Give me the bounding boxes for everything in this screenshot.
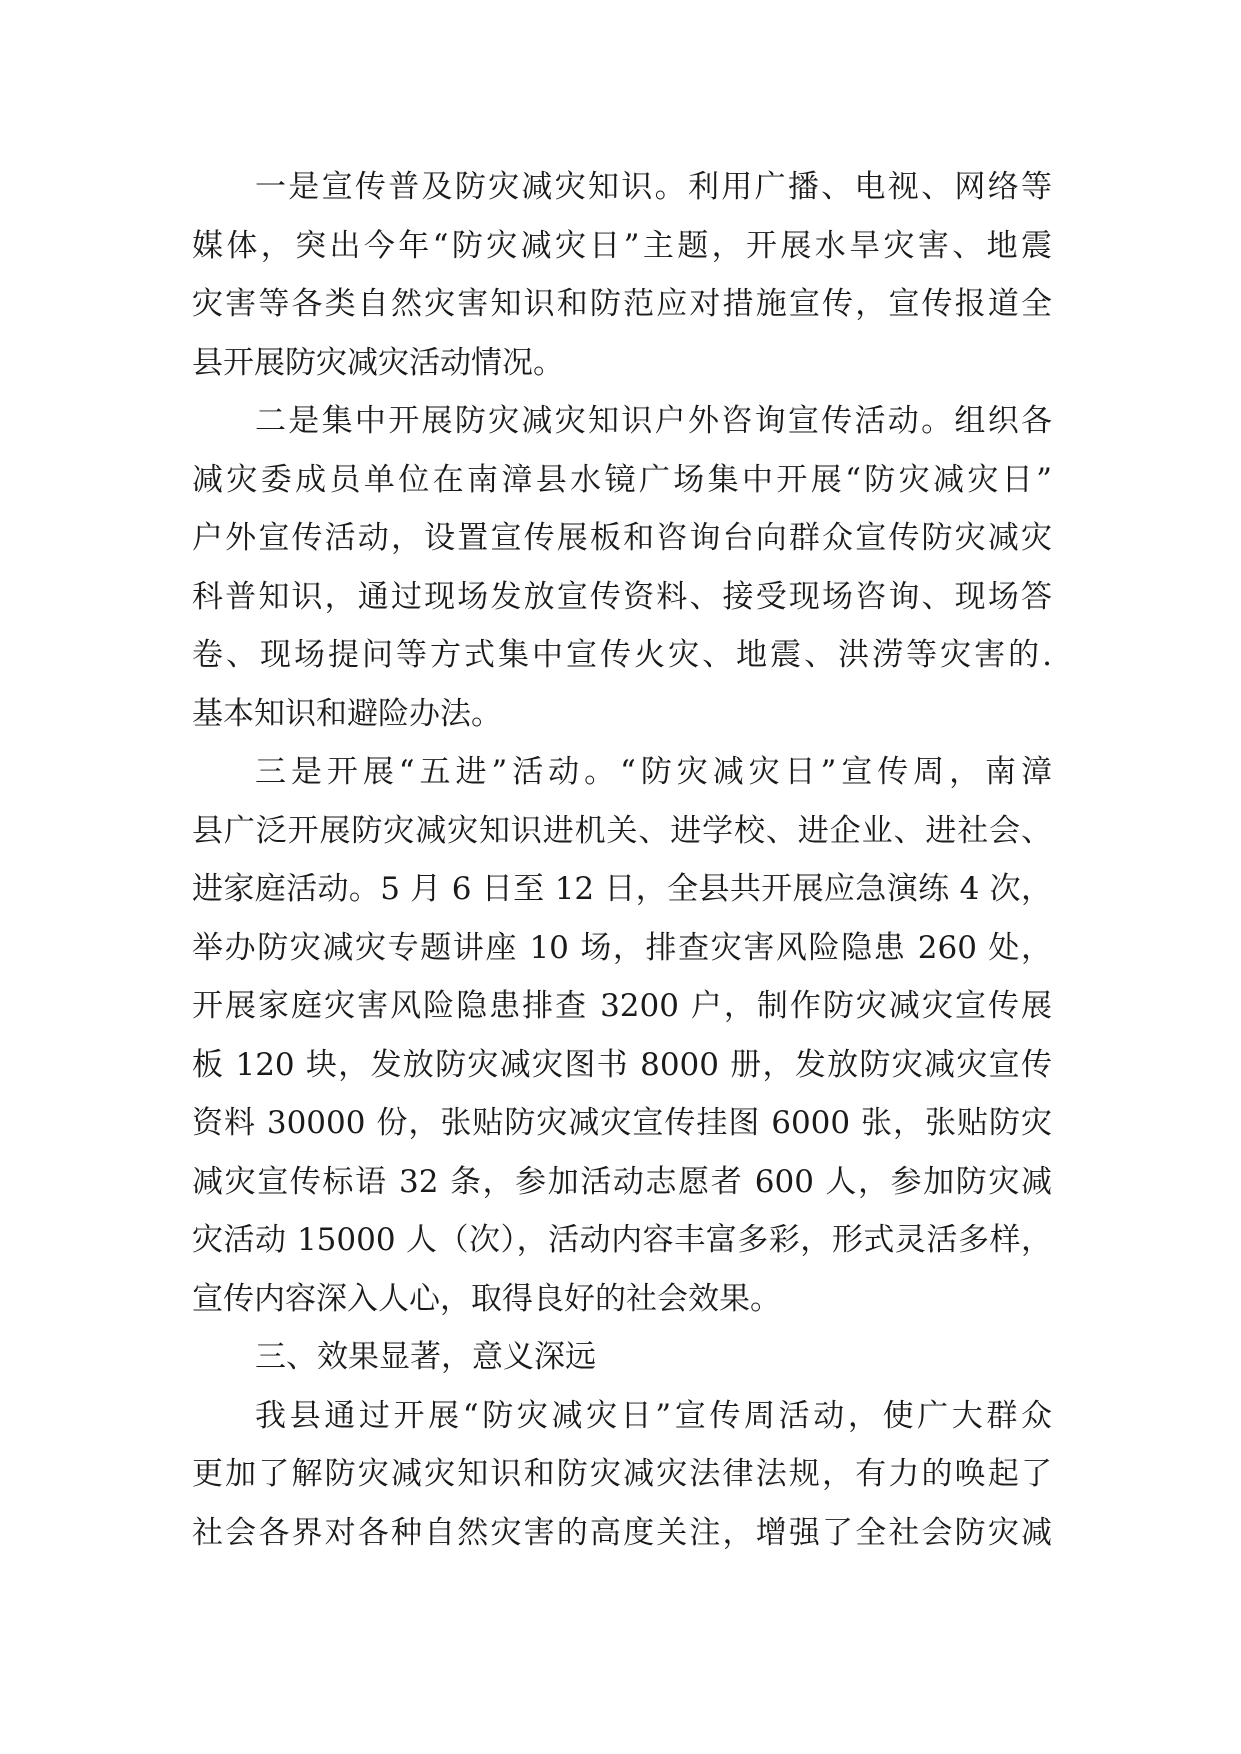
paragraph-2-line-5: 卷、现场提问等方式集中宣传火灾、地震、洪涝等灾害的. — [192, 637, 1052, 673]
document-body — [192, 158, 1052, 1562]
paragraph-3-line-5: 开展家庭灾害风险隐患排查 3200 户，制作防灾减灾宣传展 — [192, 988, 1052, 1024]
paragraph-1-line-3: 灾害等各类自然灾害知识和防范应对措施宣传，宣传报道全 — [192, 286, 1052, 322]
paragraph-2-line-6: 基本知识和避险办法。 — [192, 695, 502, 732]
paragraph-4-line-1: 我县通过开展“防灾减灾日”宣传周活动，使广大群众 — [255, 1397, 1052, 1434]
paragraph-2-line-3: 户外宣传活动，设置宣传展板和咨询台向群众宣传防灾减灾 — [192, 520, 1052, 556]
paragraph-1-line-1: 一是宣传普及防灾减灾知识。利用广播、电视、网络等 — [255, 169, 1052, 205]
paragraph-3-line-8: 减灾宣传标语 32 条，参加活动志愿者 600 人，参加防灾减 — [192, 1163, 1052, 1200]
paragraph-2-line-2: 减灾委成员单位在南漳县水镜广场集中开展“防灾减灾日” — [192, 461, 1052, 498]
paragraph-4-line-2: 更加了解防灾减灾知识和防灾减灾法律法规，有力的唤起了 — [192, 1456, 1052, 1492]
paragraph-3-line-1: 三是开展“五进”活动。“防灾减灾日”宣传周，南漳 — [255, 754, 1052, 790]
paragraph-3-line-9: 灾活动 15000 人（次），活动内容丰富多彩，形式灵活多样， — [192, 1222, 1052, 1258]
paragraph-3-line-10: 宣传内容深入人心，取得良好的社会效果。 — [192, 1280, 781, 1317]
paragraph-3-line-6: 板 120 块，发放防灾减灾图书 8000 册，发放防灾减灾宣传 — [192, 1046, 1052, 1083]
section-heading: 三、效果显著，意义深远 — [255, 1339, 596, 1375]
paragraph-3-line-4: 举办防灾减灾专题讲座 10 场，排查灾害风险隐患 260 处， — [192, 929, 1052, 966]
paragraph-3-line-2: 县广泛开展防灾减灾知识进机关、进学校、进企业、进社会、 — [192, 812, 1052, 849]
paragraph-1-line-2: 媒体，突出今年“防灾减灾日”主题，开展水旱灾害、地震 — [192, 227, 1052, 264]
paragraph-1-line-4: 县开展防灾减灾活动情况。 — [192, 344, 564, 381]
paragraph-3-line-7: 资料 30000 份，张贴防灾减灾宣传挂图 6000 张，张贴防灾 — [192, 1105, 1052, 1141]
paragraph-3-line-3: 进家庭活动。5 月 6 日至 12 日，全县共开展应急演练 4 次， — [192, 871, 1052, 907]
paragraph-2-line-4: 科普知识，通过现场发放宣传资料、接受现场咨询、现场答 — [192, 578, 1052, 615]
paragraph-4-line-3: 社会各界对各种自然灾害的高度关注，增强了全社会防灾减 — [192, 1514, 1052, 1551]
paragraph-2-line-1: 二是集中开展防灾减灾知识户外咨询宣传活动。组织各 — [255, 403, 1052, 439]
